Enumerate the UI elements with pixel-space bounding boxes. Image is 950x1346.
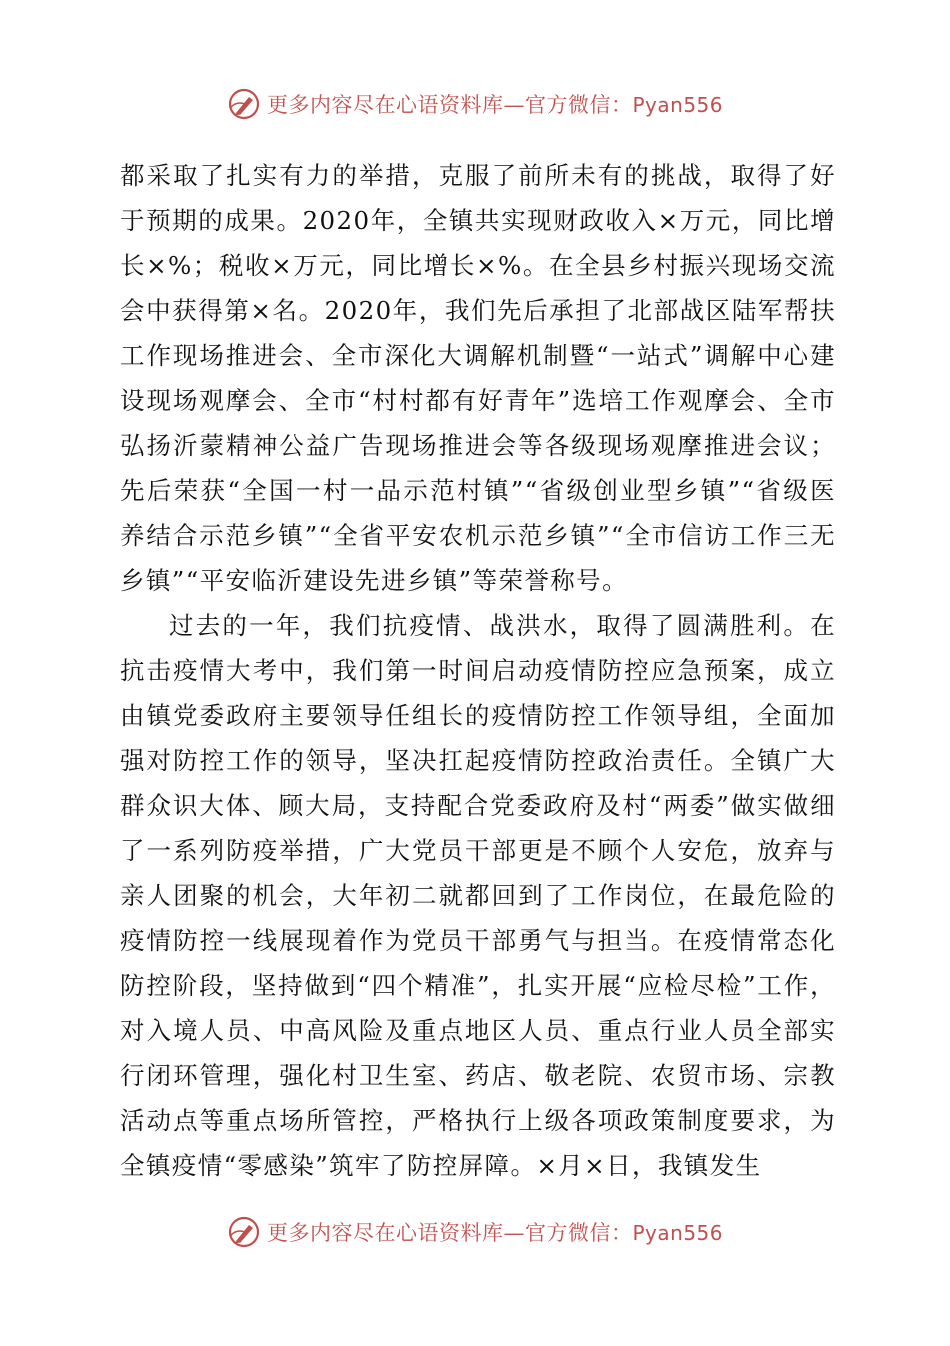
- footer-banner: [0, 1212, 950, 1252]
- header-wechat-id: Pyan556: [632, 93, 723, 117]
- paragraph-2: 过去的一年，我们抗疫情、战洪水，取得了圆满胜利。在抗击疫情大考中，我们第一时间启动疫情防控应急预案，成立由镇党委政府主要领导任组长的疫情防控工作领导组，全面加强对防控工作的领导，坚决扛起疫情防控政治责任。全镇广大群众识大体、顾大局，支持配合党委政府及村“两委”做实做细了一系列防疫举措，广大党员干部更是不顾个人安危，放弃与亲人团聚的机会，大年初二就都回到了工作岗位，在最危险的疫情防控一线展现着作为党员干部勇气与担当。在疫情常态化防控阶段，坚持做到“四个精准”，扎实开展“应检尽检”工作，对入境人员、中高风险及重点地区人员、重点行业人员全部实行闭环管理，强化村卫生室、药店、敬老院、农贸市场、宗教活动点等重点场所管控，严格执行上级各项政策制度要求，为全镇疫情“零感染”筑牢了防控屏障。×月×日，我镇发生: [120, 611, 836, 1180]
- header-banner-text: [267, 89, 723, 119]
- footer-banner-label: 更多内容尽在心语资料库—官方微信：: [266, 1221, 633, 1245]
- pen-circle-logo-icon: [227, 87, 261, 121]
- header-banner: [0, 84, 950, 124]
- footer-banner-text: [267, 1217, 723, 1247]
- pen-circle-logo-icon: [227, 1215, 261, 1249]
- document-body: [120, 153, 836, 1188]
- paragraph-1: 都采取了扎实有力的举措，克服了前所未有的挑战，取得了好于预期的成果。2020年，全镇共实现财政收入×万元，同比增长×%；税收×万元，同比增长×%。在全县乡村振兴现场交流会中获得第×名。2020年，我们先后承担了北部战区陆军帮扶工作现场推进会、全市深化大调解机制暨“一站式”调解中心建设现场观摩会、全市“村村都有好青年”选培工作观摩会、全市弘扬沂蒙精神公益广告现场推进会等各级现场观摩推进会议；先后荣获“全国一村一品示范村镇”“省级创业型乡镇”“省级医养结合示范乡镇”“全省平安农机示范乡镇”“全市信访工作三无乡镇”“平安临沂建设先进乡镇”等荣誉称号。: [120, 161, 836, 595]
- footer-wechat-id: Pyan556: [632, 1221, 723, 1245]
- header-banner-label: 更多内容尽在心语资料库—官方微信：: [266, 93, 633, 117]
